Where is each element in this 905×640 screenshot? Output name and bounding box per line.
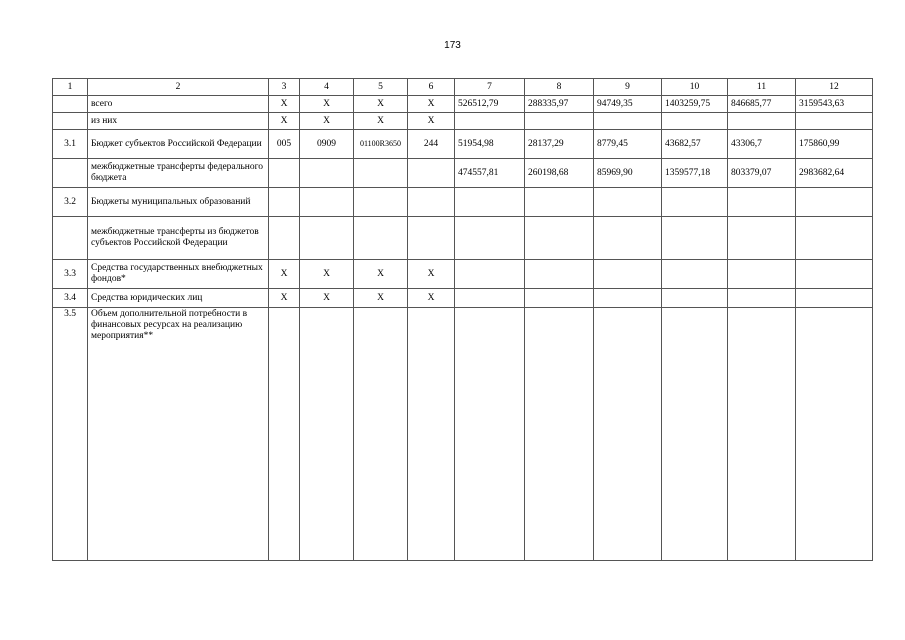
cell-c7 [455, 188, 525, 217]
cell-c7 [455, 217, 525, 260]
cell-number: 3.5 [53, 308, 88, 561]
cell-number [53, 217, 88, 260]
table-row [53, 96, 873, 113]
cell-c12: 175860,99 [796, 130, 873, 159]
cell-c7 [455, 308, 525, 561]
cell-c10 [662, 113, 728, 130]
cell-c8: 288335,97 [525, 96, 594, 113]
cell-c11 [728, 289, 796, 308]
cell-number: 3.3 [53, 260, 88, 289]
header-cell: 11 [728, 79, 796, 96]
cell-c5 [354, 217, 408, 260]
cell-c4: X [300, 260, 354, 289]
cell-number [53, 159, 88, 188]
cell-c6: X [408, 289, 455, 308]
table-row [53, 188, 873, 217]
cell-c8: 28137,29 [525, 130, 594, 159]
cell-c10 [662, 289, 728, 308]
cell-name: Объем дополнительной потребности в финансовых ресурсах на реализацию мероприятия** [88, 308, 269, 561]
table-row [53, 217, 873, 260]
header-cell: 10 [662, 79, 728, 96]
cell-c7: 474557,81 [455, 159, 525, 188]
cell-name: Средства юридических лиц [88, 289, 269, 308]
header-cell: 6 [408, 79, 455, 96]
cell-c4: X [300, 113, 354, 130]
header-cell: 8 [525, 79, 594, 96]
cell-c12 [796, 217, 873, 260]
cell-c12 [796, 113, 873, 130]
cell-c12 [796, 260, 873, 289]
cell-c12: 2983682,64 [796, 159, 873, 188]
cell-name: Бюджеты муниципальных образований [88, 188, 269, 217]
cell-c9 [594, 188, 662, 217]
cell-name: Бюджет субъектов Российской Федерации [88, 130, 269, 159]
cell-c4 [300, 188, 354, 217]
header-cell: 9 [594, 79, 662, 96]
cell-c4: X [300, 289, 354, 308]
cell-c8 [525, 217, 594, 260]
cell-c5: 01100R3650 [354, 130, 408, 159]
cell-c8 [525, 289, 594, 308]
cell-c6: X [408, 96, 455, 113]
cell-c3 [269, 159, 300, 188]
cell-c9: 85969,90 [594, 159, 662, 188]
cell-c8 [525, 113, 594, 130]
cell-c10 [662, 260, 728, 289]
cell-c9 [594, 308, 662, 561]
cell-number: 3.4 [53, 289, 88, 308]
cell-c10: 1359577,18 [662, 159, 728, 188]
cell-c9 [594, 113, 662, 130]
cell-c8 [525, 188, 594, 217]
cell-c8: 260198,68 [525, 159, 594, 188]
header-cell: 3 [269, 79, 300, 96]
cell-c12: 3159543,63 [796, 96, 873, 113]
cell-c10: 1403259,75 [662, 96, 728, 113]
cell-c3 [269, 308, 300, 561]
cell-c3 [269, 188, 300, 217]
cell-c11: 803379,07 [728, 159, 796, 188]
cell-number [53, 113, 88, 130]
cell-c10: 43682,57 [662, 130, 728, 159]
cell-c5: X [354, 96, 408, 113]
cell-c11: 43306,7 [728, 130, 796, 159]
cell-c6 [408, 217, 455, 260]
cell-name: Средства государственных внебюджетных фондов* [88, 260, 269, 289]
table-row [53, 260, 873, 289]
cell-c11 [728, 188, 796, 217]
header-row [53, 79, 873, 96]
page-number: 173 [444, 40, 461, 51]
cell-c10 [662, 308, 728, 561]
table-row [53, 113, 873, 130]
cell-c3: 005 [269, 130, 300, 159]
cell-c5: X [354, 260, 408, 289]
cell-c11: 846685,77 [728, 96, 796, 113]
cell-c5 [354, 159, 408, 188]
header-cell: 2 [88, 79, 269, 96]
cell-c9: 94749,35 [594, 96, 662, 113]
cell-c4 [300, 308, 354, 561]
cell-c11 [728, 308, 796, 561]
cell-c8 [525, 308, 594, 561]
cell-c5: X [354, 113, 408, 130]
cell-name: всего [88, 96, 269, 113]
cell-c10 [662, 217, 728, 260]
table-row [53, 308, 873, 561]
cell-c6 [408, 308, 455, 561]
cell-c4 [300, 159, 354, 188]
cell-c9 [594, 289, 662, 308]
cell-c5: X [354, 289, 408, 308]
header-cell: 4 [300, 79, 354, 96]
cell-name: межбюджетные трансферты из бюджетов субъектов Российской Федерации [88, 217, 269, 260]
cell-c7: 51954,98 [455, 130, 525, 159]
table-row [53, 289, 873, 308]
cell-c9 [594, 260, 662, 289]
cell-c6 [408, 188, 455, 217]
cell-c9: 8779,45 [594, 130, 662, 159]
cell-c8 [525, 260, 594, 289]
cell-c6 [408, 159, 455, 188]
cell-c3: X [269, 260, 300, 289]
cell-c12 [796, 308, 873, 561]
cell-c7 [455, 113, 525, 130]
cell-c6: X [408, 113, 455, 130]
cell-c5 [354, 308, 408, 561]
cell-c11 [728, 260, 796, 289]
cell-c4: X [300, 96, 354, 113]
header-cell: 7 [455, 79, 525, 96]
cell-name: из них [88, 113, 269, 130]
cell-name: межбюджетные трансферты федерального бюджета [88, 159, 269, 188]
cell-c6: 244 [408, 130, 455, 159]
table-row [53, 159, 873, 188]
cell-c6: X [408, 260, 455, 289]
table-row [53, 130, 873, 159]
cell-c3: X [269, 113, 300, 130]
cell-c12 [796, 188, 873, 217]
cell-c10 [662, 188, 728, 217]
cell-number: 3.1 [53, 130, 88, 159]
cell-c7 [455, 260, 525, 289]
cell-c9 [594, 217, 662, 260]
cell-number: 3.2 [53, 188, 88, 217]
header-cell: 5 [354, 79, 408, 96]
cell-c12 [796, 289, 873, 308]
cell-c7: 526512,79 [455, 96, 525, 113]
cell-c4: 0909 [300, 130, 354, 159]
cell-c4 [300, 217, 354, 260]
cell-c5 [354, 188, 408, 217]
cell-c3: X [269, 96, 300, 113]
cell-c3: X [269, 289, 300, 308]
cell-number [53, 96, 88, 113]
cell-c11 [728, 217, 796, 260]
cell-c11 [728, 113, 796, 130]
header-cell: 12 [796, 79, 873, 96]
cell-c3 [269, 217, 300, 260]
cell-c7 [455, 289, 525, 308]
header-cell: 1 [53, 79, 88, 96]
budget-table [52, 78, 873, 561]
